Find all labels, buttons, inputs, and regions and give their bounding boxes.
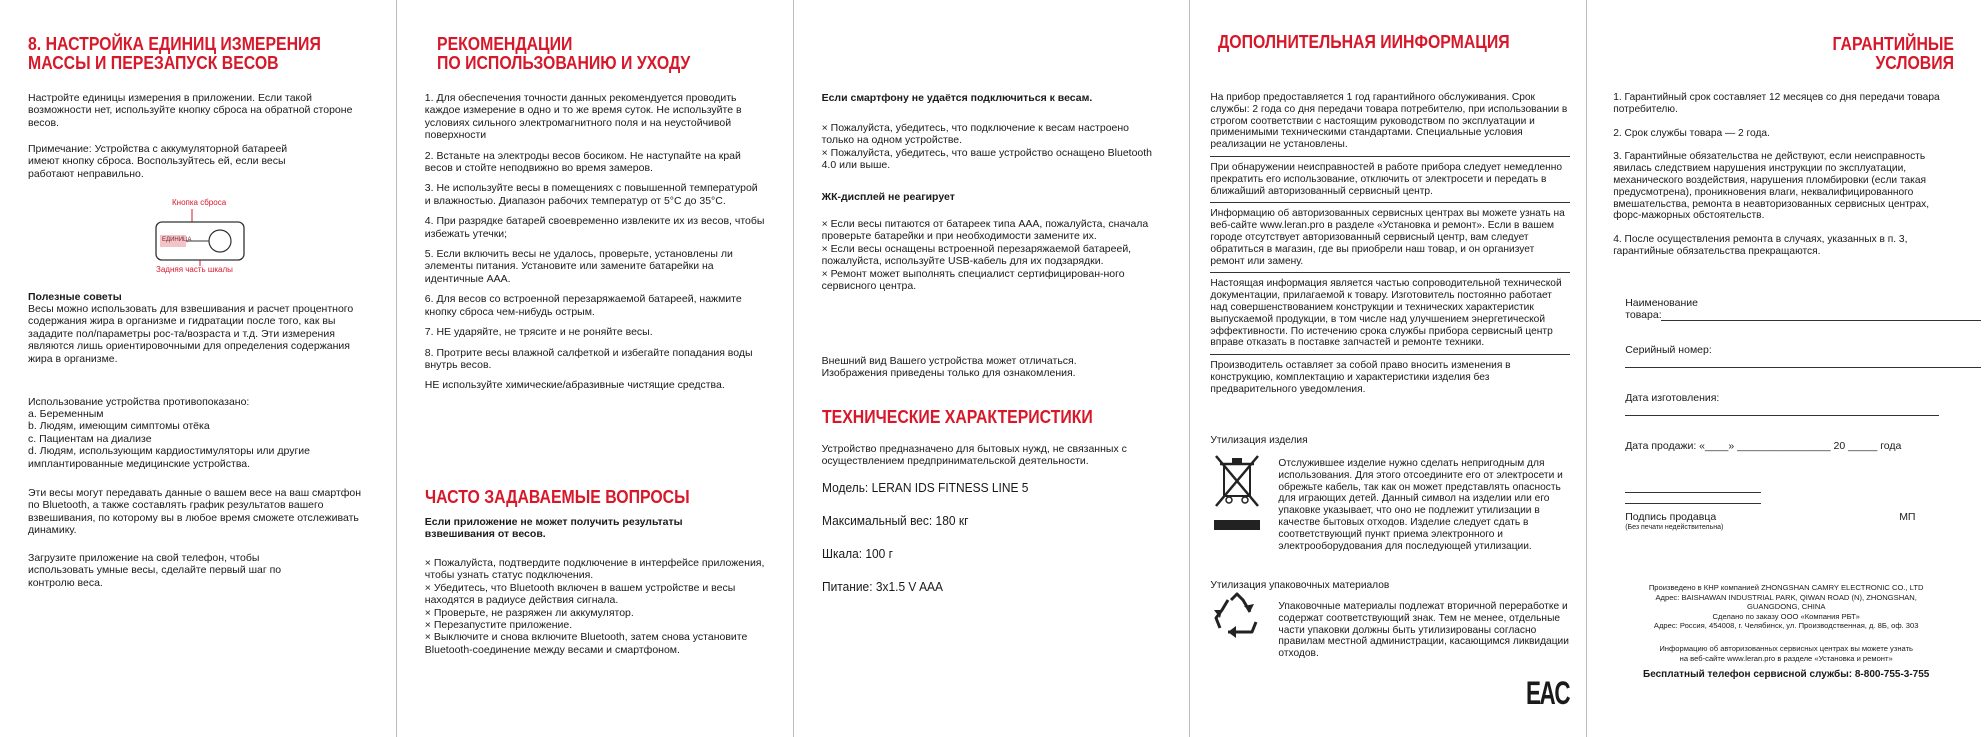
section-title-units	[28, 35, 321, 73]
faq-answers	[822, 122, 1162, 172]
list-item: 1. Гарантийный срок составляет 12 месяцев со дня передачи товара потребителю.	[1613, 92, 1940, 115]
units-intro: Настройте единицы измерения в приложении. Если такой возможности нет, используйте кнопку сброса на обратной стороне весов.	[28, 92, 353, 129]
reset-button-diagram	[150, 198, 260, 276]
info-paragraph: При обнаружении неисправностей в работе прибора следует немедленно прекратить его использование, отключить от электросети и передать в ближайший авторизованный сервисный центр.	[1210, 156, 1570, 202]
service-line: на веб-сайте www.leran.pro в разделе «Установка и ремонт»	[1679, 653, 1893, 663]
spec-item: Максимальный вес: 180 кг	[821, 513, 969, 528]
title-line: ГАРАНТИЙНЫЕ	[1832, 34, 1954, 54]
field-product-label: Наименование	[1625, 297, 1698, 309]
signature-line[interactable]	[1625, 502, 1761, 504]
faq-question: Если приложение не может получить результаты взвешивания от весов.	[424, 516, 683, 541]
disposal-heading: Утилизация изделия	[1210, 435, 1308, 446]
spec-item: Шкала: 100 г	[821, 546, 893, 561]
list-item: 5. Если включить весы не удалось, проверьте, установлены ли элементы питания. Установите или замените батарейки на идентичные ААА.	[424, 248, 733, 285]
info-blocks	[1210, 92, 1570, 396]
list-item: × Пожалуйста, подтвердите подключение в интерфейсе приложения, чтобы узнать статус подключения.	[424, 557, 765, 582]
title-line: МАССЫ И ПЕРЕЗАПУСК ВЕСОВ	[28, 53, 279, 73]
column-units-reset	[0, 0, 397, 737]
signature-line[interactable]	[1625, 491, 1761, 493]
faq-title: ЧАСТО ЗАДАВАЕМЫЕ ВОПРОСЫ	[424, 487, 690, 507]
faq-question: Если смартфону не удаётся подключиться к весам.	[821, 92, 1093, 104]
tips-text: Весы можно использовать для взвешивания и расчет процентного содержания жира в организме и гидратации после того, как вы зададите пол/параметры рос-та/возраста и т.д. Эти измерения являются лишь ориентировочными для определения содержания жира в организме.	[28, 303, 354, 365]
product-name-field[interactable]	[1661, 309, 1981, 321]
list-item: d. Людям, использующим кардиостимуляторы или другие имплантированные медицинские устройства.	[28, 445, 310, 470]
bluetooth-text: Эти весы могут передавать данные о вашем весе на ваш смартфон по Bluetooth, а также составлять график результатов вашего взвешивания, по которому вы в любое время сможете отслеживать динамику.	[28, 487, 362, 537]
packaging-text: Упаковочные материалы подлежат вторичной переработке и содержат соответствующий знак. Тем не менее, отдельные части упаковки должны быть утилизированы согласно правилам местной администрации, касающимся ликвидации отходов.	[1278, 601, 1569, 660]
list-item: c. Пациентам на диализе	[28, 432, 152, 445]
list-item: 4. После осуществления ремонта в случаях, указанных в п. 3, гарантийные обязательства прекращаются.	[1613, 234, 1908, 257]
contra-heading: Использование устройства противопоказано:	[28, 396, 250, 408]
title-line: 8. НАСТРОЙКА ЕДИНИЦ ИЗМЕРЕНИЯ	[28, 34, 321, 54]
list-item: 4. При разрядке батарей своевременно извлеките их из весов, чтобы избежать утечки;	[424, 215, 765, 240]
service-hotline: Бесплатный телефон сервисной службы: 8-800-755-3-755	[1643, 669, 1930, 680]
reset-note: Примечание: Устройства с аккумуляторной батареей имеют кнопку сброса. Воспользуйтесь ей, если весы работают неправильно.	[28, 143, 288, 180]
specs-intro: Устройство предназначено для бытовых нужд, не связанных с осуществлением предпринимательской деятельности.	[821, 443, 1127, 468]
list-item: 7. НЕ ударяйте, не трясите и не роняйте весы.	[424, 326, 653, 339]
crossed-bin-icon	[1212, 452, 1262, 534]
list-item: × Ремонт может выполнять специалист сертифицирован-ного сервисного центра.	[821, 267, 1125, 293]
list-item: a. Беременным	[28, 408, 104, 420]
faq-answers	[822, 218, 1167, 292]
list-item: 6. Для весов со встроенной перезаряжаемой батареей, нажмите кнопку сброса чем-нибудь острым.	[424, 293, 742, 318]
list-item: 2. Встаньте на электроды весов босиком. Не наступайте на край весов и стойте неподвижно во время замеров.	[424, 149, 741, 175]
recycle-icon	[1212, 592, 1262, 638]
info-paragraph: Производитель оставляет за собой право вносить изменения в конструкцию, комплектацию и характеристики изделия без предварительного уведомления.	[1210, 354, 1570, 395]
specs-title: ТЕХНИЧЕСКИЕ ХАРАКТЕРИСТИКИ	[821, 407, 1093, 427]
sale-date-field[interactable]: Дата продажи: «____» ________________ 20 _____ года	[1625, 440, 1902, 452]
column-warranty	[1587, 0, 1984, 737]
list-item: × Пожалуйста, убедитесь, что подключение к весам настроено только на одном устройстве.	[821, 122, 1130, 147]
packaging-heading: Утилизация упаковочных материалов	[1210, 580, 1390, 591]
info-paragraph: Информацию об авторизованных сервисных центрах вы можете узнать на веб-сайте www.leran.pro в разделе «Установка и ремонт». Если в вашем городе отсутствует авторизованный сервисный центр, вам следует обратиться в магазин, где вы приобрели наш товар, и он организует ремонт или замену.	[1210, 202, 1570, 272]
specs-list	[822, 481, 1046, 594]
stamp-label: МП	[1899, 511, 1916, 523]
title-line: ПО ИСПОЛЬЗОВАНИЮ И УХОДУ	[436, 53, 691, 73]
manufacturer-info	[1601, 583, 1971, 631]
unit-switch-label: ЕДИНИЦА	[162, 237, 192, 243]
serial-number-field[interactable]	[1625, 356, 1981, 368]
manufacturer-line: Адрес: BAISHAWAN INDUSTRIAL PARK, QIWAN ROAD (N), ZHONGSHAN,	[1655, 592, 1917, 602]
list-item: × Проверьте, не разряжен ли аккумулятор.	[424, 606, 634, 619]
disposal-text: Отслужившее изделие нужно сделать непригодным для использования. Для этого отсоедините его от электросети и обрежьте кабель, так как он может представлять опасность для играющих детей. Данный символ на изделии или его упаковке указывает, что оно не подлежит утилизации в качестве бытовых отходов. Изделие следует сдать в соответствующий пункт приема электронного и электрооборудования для последующей утилизации.	[1278, 458, 1563, 552]
title-line: УСЛОВИЯ	[1875, 53, 1954, 73]
manufacturer-line: GUANGDONG, CHINA	[1746, 602, 1826, 612]
section-title-info: ДОПОЛНИТЕЛЬНАЯ ИИНФОРМАЦИЯ	[1218, 32, 1511, 52]
field-serial-label: Серийный номер:	[1625, 344, 1712, 356]
manufacturer-line: Адрес: Россия, 454008, г. Челябинск, ул. Производственная, д. 8Б, оф. 303	[1653, 621, 1919, 631]
field-manufacture-label: Дата изготовления:	[1625, 392, 1720, 404]
list-item: × Перезапустите приложение.	[424, 619, 573, 632]
seller-signature-note: (Без печати недействительна)	[1625, 524, 1724, 531]
section-title-warranty	[1833, 35, 1954, 73]
contra-list	[28, 408, 363, 470]
tips-heading: Полезные советы	[28, 291, 122, 303]
column-faq-specs	[794, 0, 1191, 737]
list-item: × Пожалуйста, убедитесь, что ваше устройство оснащено Bluetooth 4.0 или выше.	[821, 146, 1153, 172]
warranty-list	[1613, 92, 1951, 258]
appearance-note: Внешний вид Вашего устройства может отличаться. Изображения приведены только для ознакомления.	[821, 355, 1077, 380]
title-line: РЕКОМЕНДАЦИИ	[436, 34, 573, 54]
list-item: 3. Не используйте весы в помещениях с повышенной температурой и влажностью. Диапазон рабочих температур от 5°С до 35°С.	[424, 182, 758, 207]
service-line: Информацию об авторизованных сервисных центрах вы можете узнать	[1659, 644, 1914, 653]
list-item: 3. Гарантийные обязательства не действуют, если неисправность явилась следствием нарушения инструкции по эксплуатации, механического воздействия, нарушения пломбировки (если такая предусмотрена), проникновения влаги, неквалифицированного вмешательства, ремонта в неавторизованных сервисных центрах, форс-мажорных обстоятельств.	[1613, 151, 1930, 222]
list-item: × Выключите и снова включите Bluetooth, затем снова установите Bluetooth-соединение между весами и смартфоном.	[424, 631, 748, 656]
download-text: Загрузите приложение на свой телефон, чтобы использовать умные весы, сделайте первый шаг по контролю веса.	[28, 552, 282, 589]
manufacture-date-field[interactable]	[1625, 404, 1939, 416]
list-item: 2. Срок службы товара — 2 года.	[1613, 127, 1770, 139]
list-item: НЕ используйте химические/абразивные чистящие средства.	[424, 379, 725, 392]
list-item: 1. Для обеспечения точности данных рекомендуется проводить каждое измерение в одно и то же время суток. Не используйте в условиях сильного электромагнитного поля и на неустойчивой поверхности	[424, 92, 742, 142]
info-paragraph: Настоящая информация является частью сопроводительной технической документации, прилагаемой к товару. Изготовитель постоянно работает над совершенствованием конструкции и технических характеристик выпускаемой продукции, в том числе над улучшением энергетической эффективности. По истечению срока службы прибора сервисный центр вправе отказать в поставке запчастей и ремонте техники.	[1210, 272, 1570, 354]
info-paragraph: На прибор предоставляется 1 год гарантийного обслуживания. Срок службы: 2 года со дня передачи товара потребителю, при использовании в строгом соответствии с настоящим руководством по эксплуатации и применимыми техническими стандартами. Специальные условия реализации не установлены.	[1210, 92, 1568, 151]
faq-question: ЖК-дисплей не реагирует	[821, 191, 955, 203]
list-item: × Если весы питаются от батареек типа AAA, пожалуйста, сначала проверьте батарейки и при необходимости замените их.	[821, 218, 1149, 243]
care-list	[425, 92, 765, 392]
field-product-label: товара:	[1625, 309, 1662, 321]
eac-mark: EAC	[1526, 675, 1570, 711]
spec-item: Питание: 3х1.5 V AAA	[821, 579, 943, 594]
section-title-care	[437, 35, 690, 73]
manufacturer-line: Сделано по заказу ООО «Компания РБТ»	[1712, 611, 1860, 621]
column-additional-info	[1190, 0, 1587, 737]
list-item: b. Людям, имеющим симптомы отёка	[28, 420, 210, 433]
seller-signature-label: Подпись продавца	[1625, 511, 1717, 523]
list-item: × Убедитесь, что Bluetooth включен в вашем устройстве и весы находятся в радиусе действия сигнала.	[424, 581, 736, 607]
spec-item: Модель: LERAN IDS FITNESS LINE 5	[821, 480, 1029, 495]
column-recommendations	[397, 0, 794, 737]
service-info	[1601, 644, 1971, 663]
faq-answers	[425, 557, 770, 656]
list-item: 8. Протрите весы влажной салфеткой и избегайте попадания воды внутрь весов.	[424, 346, 753, 371]
scale-back-label: Задняя часть шкалы	[156, 265, 233, 274]
list-item: × Если весы оснащены встроенной перезаряжаемой батареей, пожалуйста, используйте USB-кабель для их подзарядки.	[821, 242, 1132, 268]
reset-button-label: Кнопка сброса	[172, 198, 227, 207]
manufacturer-line: Произведено в КНР компанией ZHONGSHAN CAMRY ELECTRONIC CO., LTD	[1648, 583, 1924, 592]
